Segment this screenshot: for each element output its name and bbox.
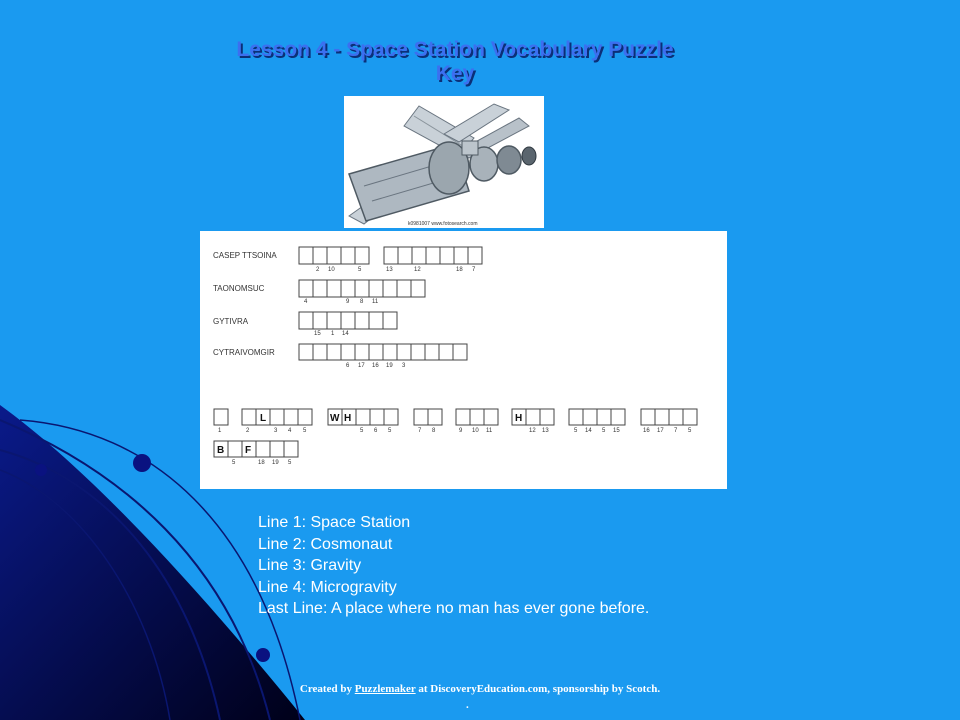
num: 3 (402, 363, 406, 369)
num: 12 (529, 428, 536, 434)
letter: W (330, 413, 340, 424)
num: 16 (643, 428, 650, 434)
puzzle-image (200, 231, 727, 489)
num: 10 (472, 428, 479, 434)
num: 6 (346, 363, 350, 369)
num: 15 (314, 331, 321, 337)
page-title (180, 38, 730, 86)
num: 8 (432, 428, 436, 434)
num: 19 (386, 363, 393, 369)
num: 2 (316, 267, 320, 273)
num: 15 (613, 428, 620, 434)
num: 7 (472, 267, 476, 273)
word-label-4: CYTRAIVOMGIR (213, 348, 275, 357)
letter: H (344, 413, 352, 424)
num: 5 (388, 428, 392, 434)
num: 3 (274, 428, 278, 434)
footer-dot: . (466, 699, 469, 711)
num: 5 (574, 428, 578, 434)
answer-key (258, 512, 649, 620)
num: 5 (288, 460, 292, 466)
word-label-2: TAONOMSUC (213, 284, 265, 293)
num: 9 (346, 299, 350, 305)
image-caption: k0981007 www.fotosearch.com (408, 221, 478, 227)
num: 13 (542, 428, 549, 434)
num: 10 (328, 267, 335, 273)
num: 9 (459, 428, 463, 434)
answer-line-4: Line 4: Microgravity (258, 578, 397, 596)
letter: L (260, 413, 267, 424)
num: 17 (657, 428, 664, 434)
num: 11 (486, 428, 493, 434)
credit-line (180, 683, 780, 695)
num: 7 (418, 428, 422, 434)
letter: H (515, 413, 523, 424)
num: 14 (585, 428, 592, 434)
num: 16 (372, 363, 379, 369)
space-station-image (344, 96, 544, 228)
letter: B (217, 445, 225, 456)
credit-suffix: at DiscoveryEducation.com, sponsorship by Scotch. (415, 683, 661, 695)
letter: F (245, 445, 252, 456)
num: 5 (358, 267, 362, 273)
num: 5 (360, 428, 364, 434)
credit-prefix: Created by (299, 683, 355, 695)
word-label-3: GYTIVRA (213, 317, 249, 326)
num: 5 (688, 428, 692, 434)
answer-line-1: Line 1: Space Station (258, 514, 411, 531)
num: 17 (358, 363, 365, 369)
num: 14 (342, 331, 349, 337)
num: 5 (602, 428, 606, 434)
num: 4 (304, 299, 308, 305)
word-label-1: CASEP TTSOINA (213, 251, 277, 260)
num: 1 (331, 331, 335, 337)
num: 11 (372, 299, 379, 305)
num: 12 (414, 267, 421, 273)
num: 7 (674, 428, 678, 434)
num: 13 (386, 267, 393, 273)
num: 19 (272, 460, 279, 466)
num: 4 (288, 428, 292, 434)
title-line-1: Lesson 4 - Space Station Vocabulary Puzzle (236, 38, 674, 61)
answer-line-3: Line 3: Gravity (258, 557, 362, 574)
answer-line-2: Line 2: Cosmonaut (258, 535, 393, 553)
num: 6 (374, 428, 378, 434)
answer-last-line: Last Line: A place where no man has ever gone before. (258, 600, 650, 617)
num: 5 (232, 460, 236, 466)
num: 18 (258, 460, 265, 466)
title-line-2: Key (435, 62, 475, 85)
num: 5 (303, 428, 307, 434)
puzzlemaker-link[interactable]: Puzzlemaker (354, 683, 416, 695)
num: 2 (246, 428, 250, 434)
num: 1 (218, 428, 222, 434)
num: 8 (360, 299, 364, 305)
num: 18 (456, 267, 463, 273)
